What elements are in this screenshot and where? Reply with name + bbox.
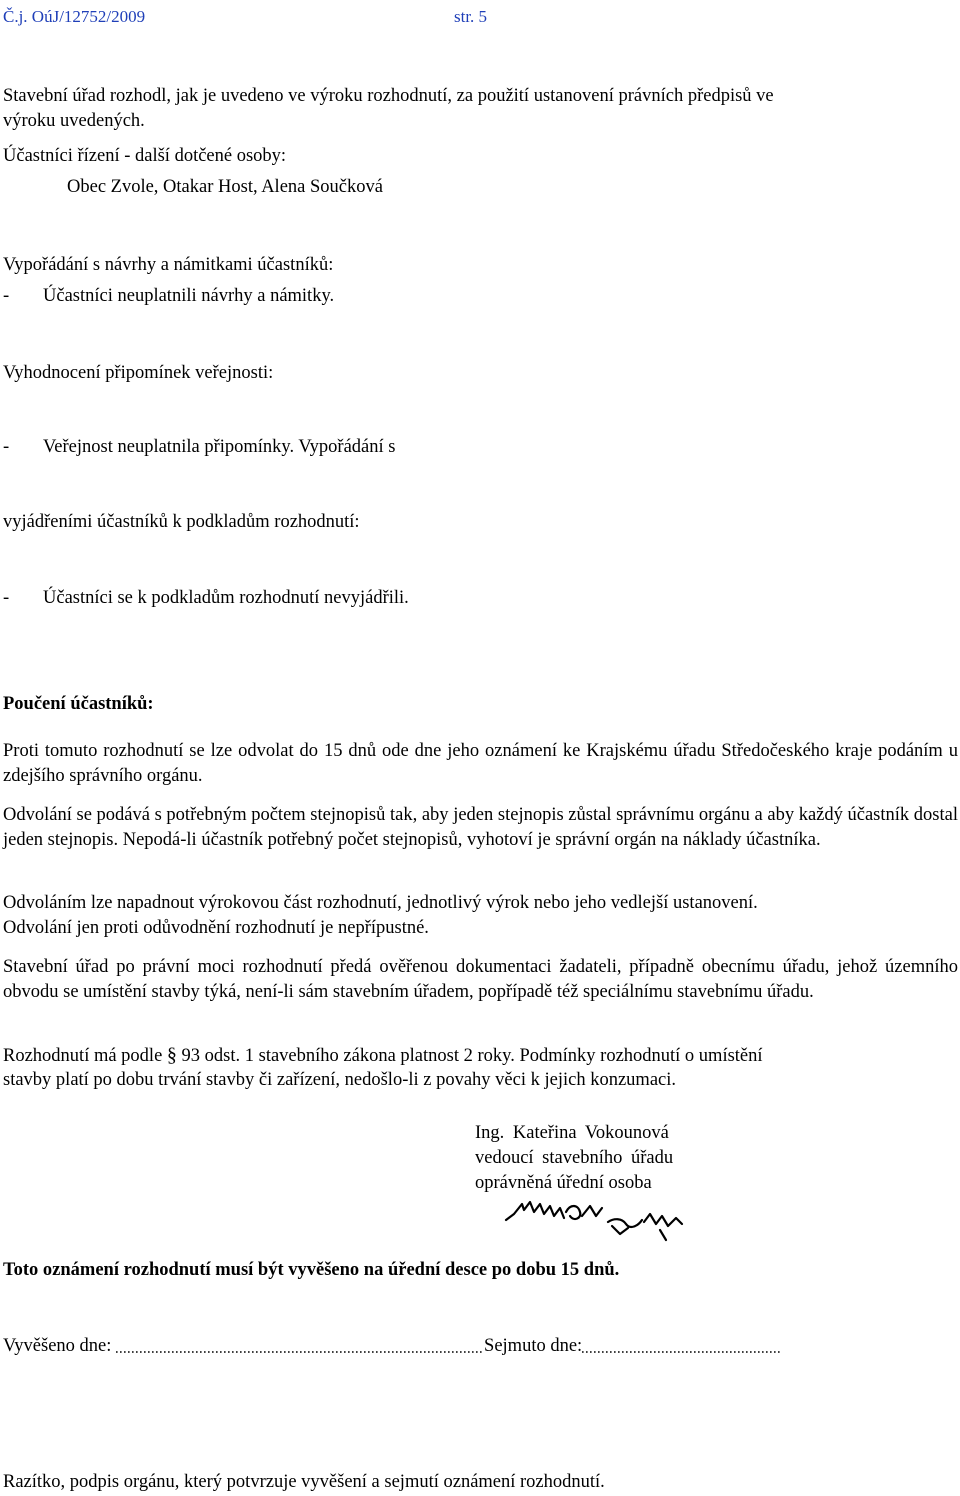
stamp-signature-note: Razítko, podpis orgánu, který potvrzuje vyvěšení a sejmutí oznámení rozhodnutí. [3,1472,605,1492]
statements-item [3,586,409,611]
posted-date-field [116,1335,484,1355]
appeal-scope-line1: Odvoláním lze napadnout výrokovou část rozhodnutí, jednotlivý výrok nebo jeho vedlejší ustanovení. [3,893,758,913]
validity-text-post: 93 odst. 1 stavebního zákona platnost 2 roky. Podmínky rozhodnutí o umístění [181,1046,763,1066]
statements-label: vyjádřeními účastníků k podkladům rozhodnutí: [3,512,360,532]
participants-names: Obec Zvole, Otakar Host, Alena Součková [67,177,383,197]
validity-line1 [3,1043,763,1069]
objections-item-text: Účastníci neuplatnili návrhy a námitky. [43,286,335,306]
objections-label: Vypořádání s návrhy a námitkami účastníků: [3,255,334,275]
public-comments-label: Vyhodnocení připomínek veřejnosti: [3,363,274,383]
signatory-authority: oprávněná úřední osoba [475,1173,652,1193]
public-comments-item [3,435,395,460]
document-reference: Č.j. OúJ/12752/2009 [3,7,146,26]
statements-item-text: Účastníci se k podkladům rozhodnutí nevyjádřili. [43,588,409,608]
documentation-paragraph: Stavební úřad po právní moci rozhodnutí předá ověřenou dokumentaci žadateli, případně obecnímu úřadu, jehož územního obvodu se umístění stavby týká, není-li sám stavebním úřadem, popřípadě též speciálnímu stavebnímu úřadu. [3,957,958,1002]
list-dash: - [3,588,10,608]
copies-paragraph: Odvolání se podává s potřebným počtem stejnopisů tak, aby jeden stejnopis zůstal správnímu orgánu a aby každý účastník dostal jeden stejnopis. Nepodá-li účastník potřebný počet stejnopisů, vyhotoví je správní orgán na náklady účastníka. [3,805,958,850]
objections-item [3,284,334,309]
removed-date-field [582,1335,780,1355]
appeal-scope-line2: Odvolání jen proti odůvodnění rozhodnutí je nepřípustné. [3,918,429,938]
removed-label: Sejmuto dne: [484,1336,583,1356]
decision-paragraph-line1: Stavební úřad rozhodl, jak je uvedeno ve výroku rozhodnutí, za použití ustanovení právních předpisů ve [3,86,774,106]
signatory-role: vedoucí stavebního úřadu [475,1148,674,1168]
participants-label: Účastníci řízení - další dotčené osoby: [3,146,287,166]
handwritten-signature [500,1196,700,1244]
posting-notice: Toto oznámení rozhodnutí musí být vyvěšeno na úřední desce po dobu 15 dnů. [3,1260,620,1280]
posted-label: Vyvěšeno dne: [3,1336,112,1356]
section-sign: § [166,1044,177,1066]
posting-dates [3,1334,780,1359]
list-dash: - [3,437,10,457]
public-comments-item-text: Veřejnost neuplatnila připomínky. Vypořádání s [43,437,396,457]
signatory-name: Ing. Kateřina Vokounová [475,1123,669,1143]
page-number: str. 5 [454,7,488,26]
list-dash: - [3,286,10,306]
instruction-title: Poučení účastníků: [3,694,154,714]
validity-text-pre: Rozhodnutí má podle [3,1046,163,1066]
validity-line2: stavby platí po dobu trvání stavby či zařízení, nedošlo-li z povahy věci k jejich konzumaci. [3,1070,677,1090]
decision-paragraph-line2: výroku uvedených. [3,111,145,131]
appeal-paragraph: Proti tomuto rozhodnutí se lze odvolat do 15 dnů ode dne jeho oznámení ke Krajskému úřadu Středočeského kraje podáním u zdejšího správního orgánu. [3,741,958,786]
